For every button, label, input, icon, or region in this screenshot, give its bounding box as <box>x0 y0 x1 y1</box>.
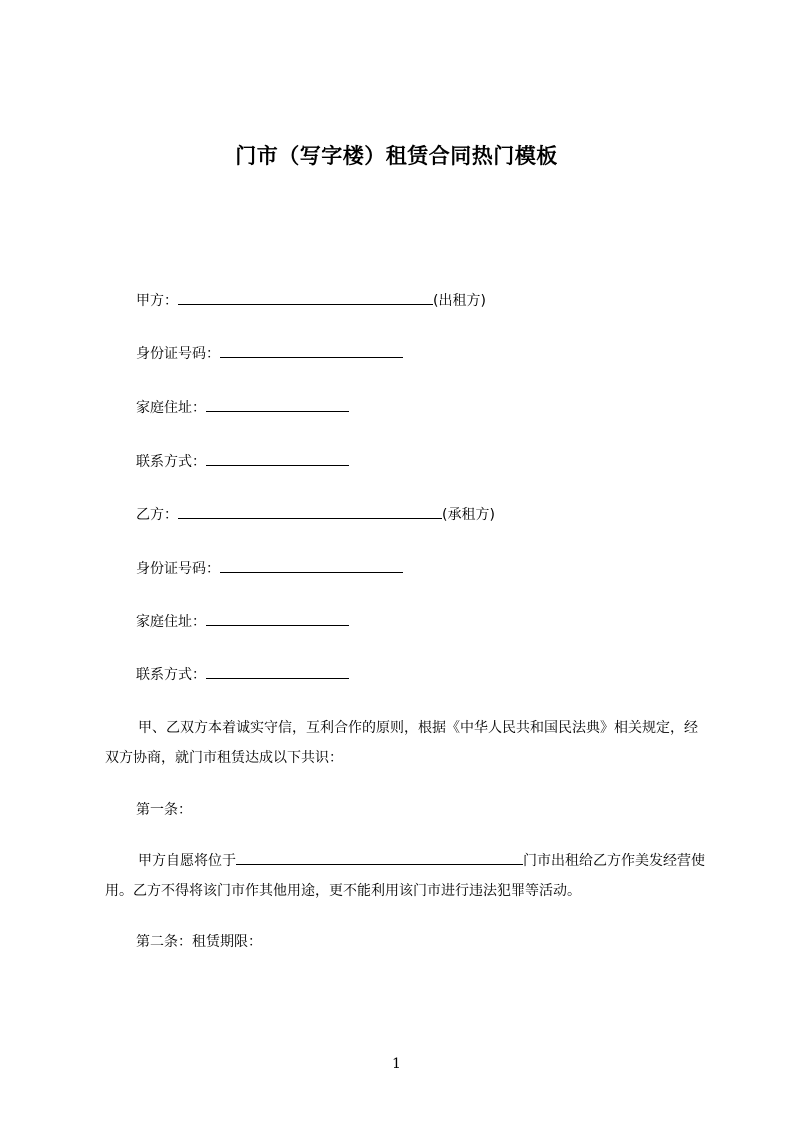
party-a-line <box>136 290 486 311</box>
party-a-id-line <box>136 343 403 364</box>
party-a-label: 甲方： <box>136 293 178 309</box>
article-1-heading: 第一条： <box>136 802 192 818</box>
article-1-location-blank <box>236 850 523 865</box>
party-b-address-label: 家庭住址： <box>136 614 206 630</box>
article-1-after: 门市出租给乙方作美发经营使用。乙方不得将该门市作其他用途，更不能利用该门市进行违法犯罪等活动。 <box>105 853 705 899</box>
party-a-address-blank <box>206 397 349 412</box>
party-b-id-blank <box>220 558 403 573</box>
party-b-id-line <box>136 558 403 579</box>
party-b-blank <box>178 504 442 519</box>
article-1-before: 甲方自愿将位于 <box>138 853 236 869</box>
party-b-line <box>136 504 495 525</box>
party-b-address-blank <box>206 611 349 626</box>
party-a-id-label: 身份证号码： <box>136 346 220 362</box>
article-1-paragraph <box>105 846 705 906</box>
party-a-address-line <box>136 397 349 418</box>
party-a-suffix: (出租方) <box>433 293 486 309</box>
party-a-contact-blank <box>206 451 349 466</box>
party-b-address-line <box>136 611 349 632</box>
party-b-contact-line <box>136 664 349 685</box>
document-title: 门市（写字楼）租赁合同热门模板 <box>235 144 558 168</box>
article-2-heading: 第二条：租赁期限： <box>136 934 262 950</box>
party-a-blank <box>178 290 433 305</box>
party-a-contact-label: 联系方式： <box>136 454 206 470</box>
party-b-id-label: 身份证号码： <box>136 561 220 577</box>
intro-paragraph: 甲、乙双方本着诚实守信，互利合作的原则，根据《中华人民共和国民法典》相关规定，经双方协商，就门市租赁达成以下共识： <box>105 720 698 766</box>
party-b-suffix: (承租方) <box>442 507 495 523</box>
party-a-contact-line <box>136 451 349 472</box>
party-b-label: 乙方： <box>136 507 178 523</box>
party-b-contact-label: 联系方式： <box>136 667 206 683</box>
page-number: 1 <box>392 1056 401 1072</box>
party-b-contact-blank <box>206 664 349 679</box>
party-a-id-blank <box>220 343 403 358</box>
party-a-address-label: 家庭住址： <box>136 400 206 416</box>
